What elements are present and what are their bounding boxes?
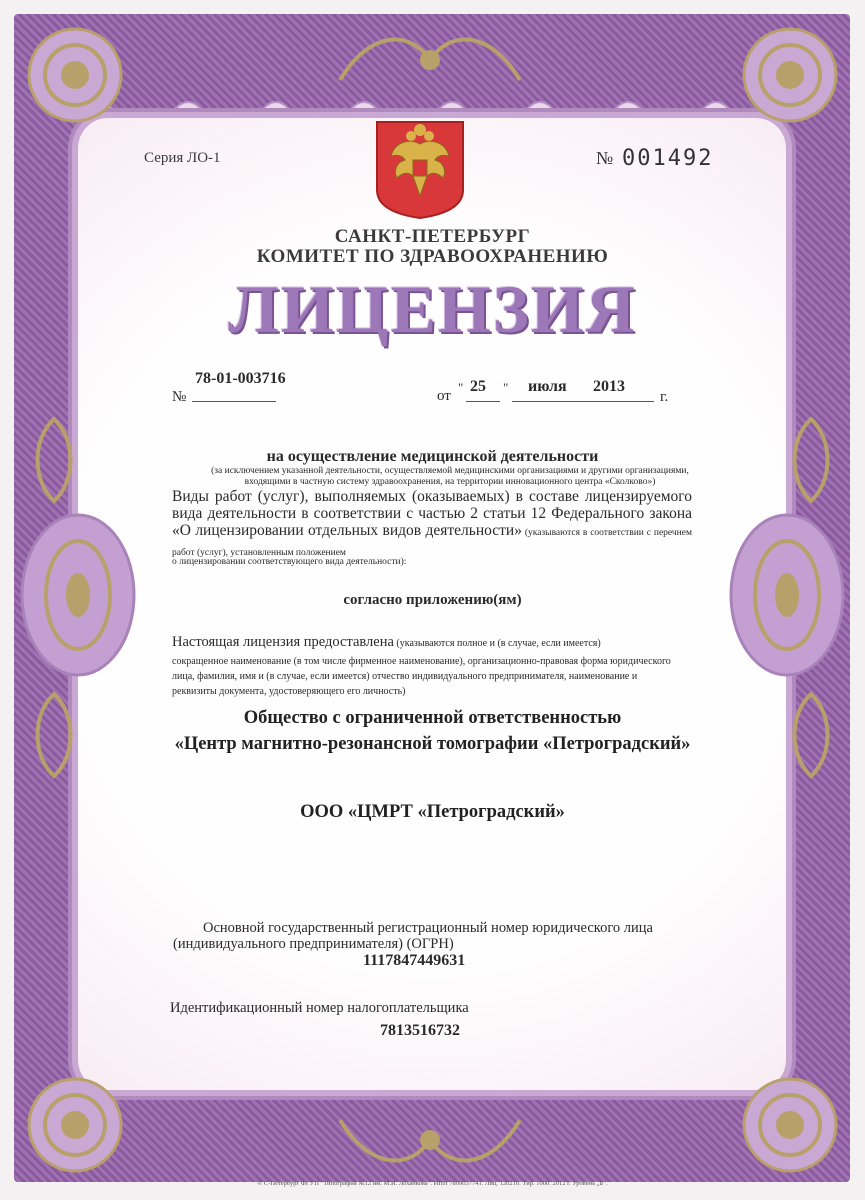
date-prefix: от bbox=[437, 388, 451, 404]
coat-of-arms-icon bbox=[375, 120, 465, 220]
form-number-value: 001492 bbox=[622, 146, 714, 171]
granted-text: Настоящая лицензия предоставлена bbox=[172, 634, 394, 650]
date-quote-close: " bbox=[503, 380, 509, 395]
date-quote-open: " bbox=[458, 380, 464, 395]
date-month: июля bbox=[528, 378, 567, 395]
work-kinds-note: (указываются в соответствии с перечнем работ (услуг), установленным положением bbox=[172, 528, 692, 558]
date-day-underline bbox=[466, 401, 500, 402]
ogrn-label-line1: Основной государственный регистрационный номер юридического лица bbox=[203, 920, 653, 936]
bottom-center-ornament-icon bbox=[330, 1110, 530, 1180]
printer-imprint: © С-Петербург ФГУП "Типография №12 им. М.И. Лоханкова". ИНН 7809037741. Лиц. 120210. Тир. 1000. 2012 г. Уровень „Б". bbox=[257, 1180, 608, 1187]
top-center-ornament-icon bbox=[330, 20, 530, 90]
inn-label: Идентификационный номер налогоплательщика bbox=[170, 1000, 469, 1016]
registration-underline bbox=[192, 401, 276, 402]
work-kinds-paragraph bbox=[172, 488, 692, 562]
document-title: ЛИЦЕНЗИЯ bbox=[228, 271, 637, 347]
date-year: 2013 bbox=[593, 378, 625, 395]
activity-note: (за исключением указанной деятельности, осуществляемой медицинскими организациями и другими организациями, входящими в частную систему здравоохранения, на территории инновационного центра «Сколково») bbox=[211, 466, 689, 487]
issuer-city: САНКТ-ПЕТЕРБУРГ bbox=[334, 226, 531, 247]
ogrn-label-line2: (индивидуального предпринимателя) (ОГРН) bbox=[173, 936, 454, 952]
registration-number: 78-01-003716 bbox=[195, 370, 286, 387]
activity-title: на осуществление медицинской деятельности bbox=[266, 448, 599, 465]
work-kinds-text: Виды работ (услуг), выполняемых (оказываемых) в составе лицензируемого вида деятельности в соответствии с частью 2 статьи 12 Федерального закона «О лицензировании отдельных видов деятельности» bbox=[172, 488, 692, 539]
corner-ornament-icon bbox=[20, 20, 130, 130]
organization-short-name: ООО «ЦМРТ «Петроградский» bbox=[300, 802, 565, 822]
ogrn-value: 1117847449631 bbox=[363, 952, 466, 969]
registration-prefix: № bbox=[172, 389, 187, 405]
series-label: Серия ЛО-1 bbox=[144, 150, 221, 166]
corner-ornament-icon bbox=[735, 1070, 845, 1180]
corner-ornament-icon bbox=[735, 20, 845, 130]
organization-name-line1: Общество с ограниченной ответственностью bbox=[243, 708, 622, 728]
issuer-committee: КОМИТЕТ ПО ЗДРАВООХРАНЕНИЮ bbox=[256, 246, 609, 267]
granted-paragraph bbox=[172, 634, 682, 652]
corner-ornament-icon bbox=[20, 1070, 130, 1180]
annex-reference: согласно приложению(ям) bbox=[343, 592, 522, 608]
form-number-label: № bbox=[596, 148, 614, 168]
granted-note-inline: (указываются полное и (в случае, если имеется) bbox=[393, 638, 601, 649]
work-kinds-note-line2: о лицензировании соответствующего вида деятельности): bbox=[172, 557, 407, 567]
date-month-underline bbox=[512, 401, 654, 402]
granted-note: сокращенное наименование (в том числе фирменное наименование), организационно-правовая форма юридического лица, фамилия, имя и (в случае, если имеется) отчество индивидуального предпринимателя, наименование и реквизиты документа, удостоверяющего его личность) bbox=[172, 656, 671, 697]
organization-name-line2: «Центр магнитно-резонансной томографии «Петроградский» bbox=[174, 734, 691, 754]
date-day: 25 bbox=[470, 378, 486, 395]
inn-value: 7813516732 bbox=[380, 1022, 460, 1039]
date-year-suffix: г. bbox=[660, 389, 669, 405]
